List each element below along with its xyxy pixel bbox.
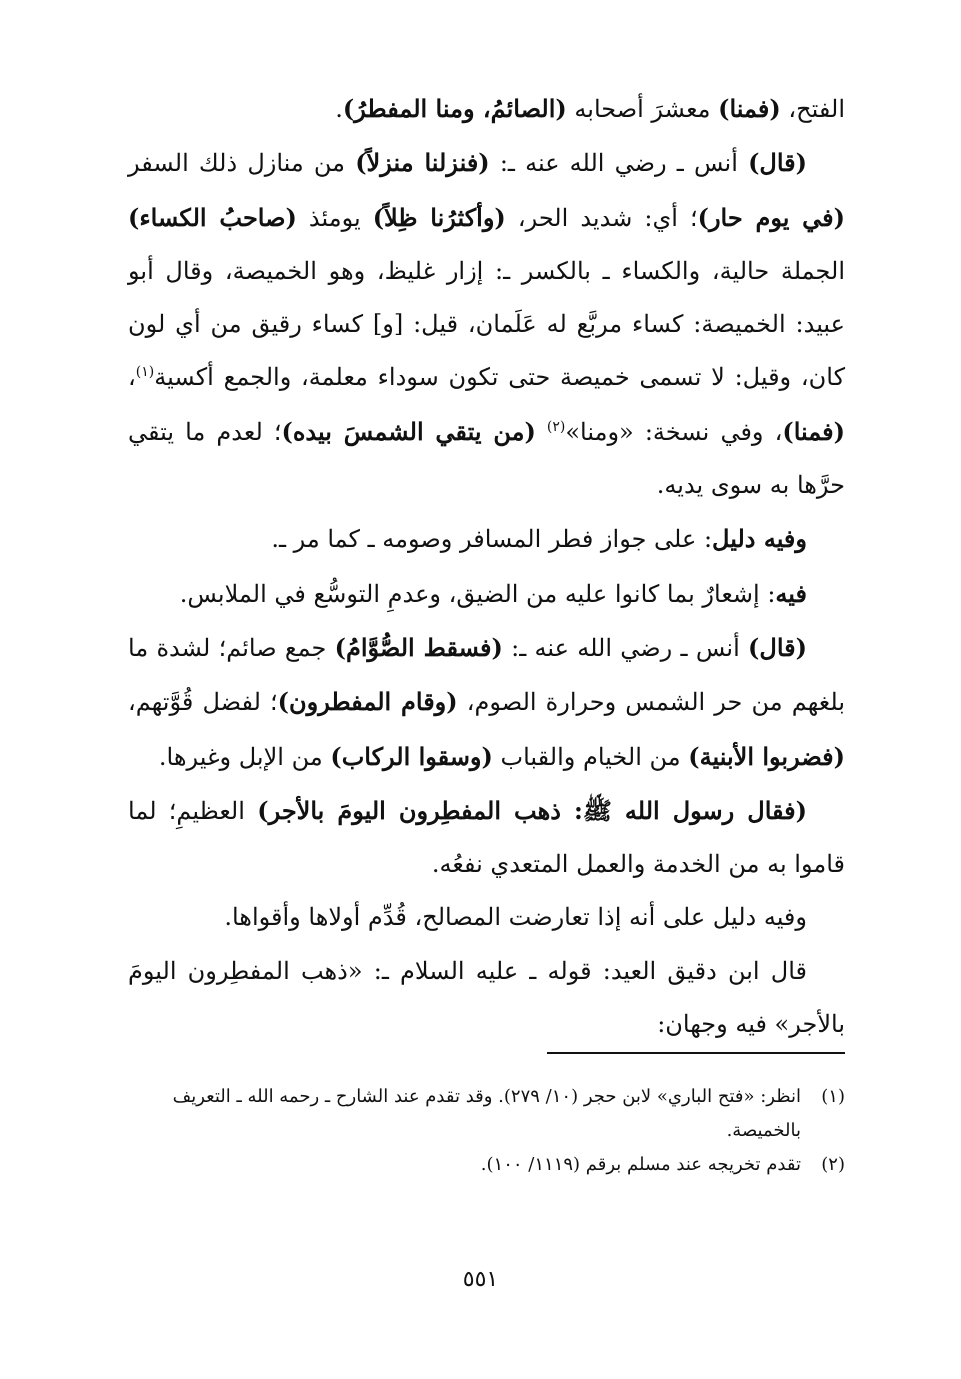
paragraph xyxy=(128,621,845,784)
bold-text: (في يوم حار) xyxy=(697,202,846,232)
bold-text: (صاحبُ الكساء) xyxy=(128,202,297,232)
bold-text: (من يتقي الشمسَ بيده) xyxy=(281,416,536,446)
text-run: : إشعارٌ بما كانوا عليه من الضيق، وعدمِ التوسُّع في الملابس. xyxy=(179,579,776,608)
footnote-text: تقدم تخريجه عند مسلم برقم (١١١٩/ ١٠٠). xyxy=(480,1154,801,1175)
text-run: يومئذ xyxy=(296,203,373,232)
text-run: الفتح، xyxy=(780,95,845,123)
text-run: ، وفي نسخة: «ومنا» xyxy=(565,417,783,446)
paragraph xyxy=(128,945,845,1052)
bold-text: (الصائمُ، ومنا المفطرُ) xyxy=(342,94,567,123)
text-run: ؛ لعدم ما يتقي حرَّها به سوى يديه. xyxy=(128,417,845,500)
bold-text: (وأكثرُنا ظِلاً) xyxy=(372,202,506,232)
text-run: ؛ أي: شديد الحر، xyxy=(505,203,698,232)
footnote-separator xyxy=(547,1052,845,1054)
bold-text: (فضربوا الأبنية) xyxy=(688,741,845,771)
footnote xyxy=(128,1080,845,1148)
bold-text: (فمنا) xyxy=(782,416,845,446)
text-run: معشرَ أصحابه xyxy=(566,95,719,123)
text-run: ، xyxy=(128,363,136,392)
text-run: قال ابن دقيق العيد: قوله ـ عليه السلام ـ: «ذهب المفطِرون اليومَ بالأجر» فيه وجهان: xyxy=(128,956,845,1039)
paragraph xyxy=(128,512,845,566)
paragraph xyxy=(128,891,845,944)
paragraph xyxy=(128,567,845,621)
footnotes xyxy=(128,1080,845,1182)
text-run: . xyxy=(335,95,343,123)
text-run: العظيمِ؛ لما قاموا به من الخدمة والعمل المتعدي نفعُه. xyxy=(128,796,845,879)
paragraph xyxy=(128,82,845,136)
bold-text: (فقال رسول الله ﷺ: ذهب المفطِرون اليومَ بالأجر) xyxy=(257,795,808,825)
text-run: ؛ لفضل قُوَّتهم، xyxy=(128,688,278,717)
text-run: من الإبل وغيرها. xyxy=(158,742,331,771)
footnote-text: انظر: «فتح الباري» لابن حجر (١٠/ ٢٧٩). وقد تقدم عند الشارح ـ رحمه الله ـ التعريف بالخميصة. xyxy=(172,1086,801,1141)
text-run: جمع صائم؛ لشدة ما بلغهم من حر الشمس وحرارة الصوم، xyxy=(128,633,845,717)
footnote-number: (١) xyxy=(821,1086,845,1107)
paragraph xyxy=(128,136,845,512)
footnote-ref: (٢) xyxy=(546,418,566,435)
footnote xyxy=(128,1148,845,1182)
text-run: من الخيام والقباب xyxy=(492,742,689,771)
bold-text: (وقام المفطرون) xyxy=(277,687,458,717)
paragraph xyxy=(128,784,845,892)
bold-text: (فنزلنا منزلاً) xyxy=(355,148,490,178)
footnote-ref: (١) xyxy=(135,364,155,381)
main-text xyxy=(128,82,845,1051)
bold-text: فيه xyxy=(775,578,807,608)
text-run: أنس ـ رضي الله عنه ـ: xyxy=(502,633,749,662)
bold-text: وفيه دليل xyxy=(712,524,807,554)
text-run: أنس ـ رضي الله عنه ـ: xyxy=(489,149,749,178)
bold-text: (فمنا) xyxy=(718,94,781,123)
footnote-number: (٢) xyxy=(821,1154,845,1175)
text-run: من منازل ذلك السفر xyxy=(128,149,356,178)
page-number: ٥٥١ xyxy=(462,1267,499,1292)
bold-text: (قال) xyxy=(748,632,807,662)
text-run xyxy=(536,418,547,446)
text-run: : على جواز فطر المسافر وصومه ـ كما مر ـ. xyxy=(271,525,713,554)
bold-text: (وسقوا الركاب) xyxy=(330,741,493,771)
text-run: الجملة حالية، والكساء ـ بالكسر ـ: إزار غليظ، وهو الخميصة، وقال أبو عبيد: الخميصة: كساء مربَّع له عَلَمان، قيل: [و] كساء رقيق من أي لون كان، وقيل: لا تسمى خميصة حتى تكون سوداء معلمة، والجمع أكسية xyxy=(128,256,845,392)
bold-text: (قال) xyxy=(748,148,807,178)
text-run: وفيه دليل على أنه إذا تعارضت المصالح، قُدِّم أولاها وأقواها. xyxy=(224,903,807,932)
bold-text: (فسقط الصُّوَّامُ) xyxy=(334,632,503,662)
